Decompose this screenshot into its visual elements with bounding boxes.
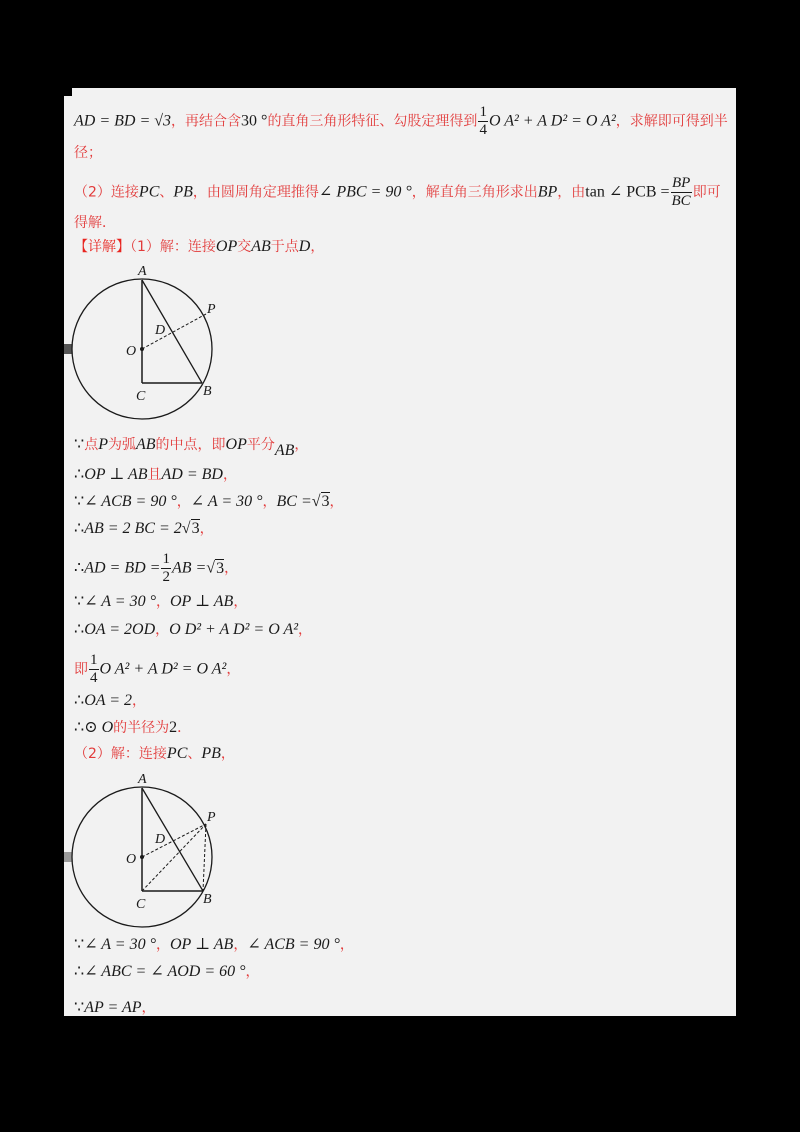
analysis-text: ，由 bbox=[557, 184, 586, 201]
step-line bbox=[74, 591, 247, 612]
segment-ab bbox=[142, 788, 203, 891]
label-o: O bbox=[126, 852, 137, 867]
detail-text: 的中点，即 bbox=[155, 437, 226, 453]
punctuation: ， bbox=[141, 1000, 156, 1016]
math-expression: 3 bbox=[321, 493, 330, 510]
math-expression: 3 bbox=[191, 520, 200, 537]
section-heading: 【详解】 bbox=[74, 239, 130, 255]
math-expression: AB bbox=[274, 442, 295, 459]
separator: 、 bbox=[159, 184, 174, 201]
segment-op-dashed bbox=[142, 824, 206, 857]
sqrt-symbol: √ bbox=[206, 559, 216, 577]
punctuation: ， bbox=[226, 661, 241, 678]
sqrt-symbol: √ bbox=[181, 520, 191, 537]
analysis-text: 径； bbox=[74, 145, 102, 161]
punctuation: ， bbox=[176, 494, 191, 510]
math-expression: ∠ A = 30 ° bbox=[190, 493, 263, 510]
therefore-symbol: ∴ bbox=[74, 621, 85, 638]
label-b: B bbox=[203, 892, 212, 907]
label-p: P bbox=[207, 810, 216, 825]
step-line bbox=[74, 518, 214, 539]
math-expression: ∠ A = 30 ° bbox=[84, 936, 156, 953]
math-expression: O A² + A D² = O A² bbox=[99, 660, 227, 678]
math-expression: AD = BD = √3 bbox=[74, 112, 172, 130]
therefore-symbol: ∴ bbox=[74, 963, 85, 980]
step-line bbox=[74, 551, 238, 586]
punctuation: ， bbox=[262, 494, 277, 510]
math-expression: 3 bbox=[216, 559, 225, 577]
detail-text: （2）解：连接 bbox=[74, 746, 167, 762]
detail-text: 的半径为 bbox=[113, 720, 170, 736]
math-expression: OP bbox=[215, 238, 238, 255]
punctuation: ， bbox=[329, 494, 344, 510]
punctuation: ， bbox=[222, 467, 237, 483]
therefore-symbol: ∴ bbox=[74, 559, 85, 577]
label-c: C bbox=[136, 897, 146, 912]
math-expression: AB bbox=[251, 238, 271, 255]
punctuation: ， bbox=[220, 746, 235, 762]
geometry-figure-1 bbox=[66, 260, 256, 430]
math-expression: PB bbox=[201, 745, 221, 762]
math-expression: 2 bbox=[169, 719, 178, 736]
analysis-text: 的直角三角形特征、勾股定理得到 bbox=[267, 113, 478, 130]
math-expression: PC bbox=[166, 745, 188, 762]
detail-text: 于点 bbox=[270, 239, 299, 255]
math-expression: AD = BD bbox=[161, 466, 223, 483]
math-expression: AD = BD = bbox=[84, 559, 161, 577]
math-expression: D bbox=[298, 238, 311, 255]
analysis-text: （2）连接 bbox=[74, 184, 139, 201]
step-line bbox=[74, 690, 146, 711]
because-symbol: ∵ bbox=[74, 593, 85, 610]
math-expression: OP ⊥ AB bbox=[169, 593, 234, 610]
label-c: C bbox=[136, 389, 146, 404]
punctuation: ， bbox=[233, 937, 248, 953]
analysis-line-1 bbox=[74, 104, 728, 139]
detail-text: 平分 bbox=[246, 437, 275, 453]
label-d: D bbox=[155, 832, 166, 847]
segment-pb-dashed bbox=[203, 824, 206, 891]
math-expression: ∠ ACB = 90 ° bbox=[84, 493, 177, 510]
step-line bbox=[74, 934, 354, 955]
fraction: $\frac{1}{2}$ bbox=[162, 551, 170, 585]
therefore-symbol: ∴ bbox=[74, 466, 85, 483]
center-point bbox=[140, 347, 144, 351]
step-line bbox=[74, 434, 309, 459]
step-line bbox=[74, 464, 237, 485]
math-expression: OA = 2OD bbox=[84, 621, 156, 638]
punctuation: ， bbox=[132, 693, 147, 709]
detail-text: 为弧 bbox=[107, 437, 136, 453]
step-line bbox=[74, 652, 240, 687]
math-expression: PB bbox=[173, 183, 193, 201]
math-expression: PC bbox=[138, 183, 160, 201]
separator: 、 bbox=[187, 746, 202, 762]
math-expression: OP bbox=[225, 436, 247, 453]
math-expression: ∠ A = 30 ° bbox=[84, 593, 156, 610]
punctuation: ， bbox=[233, 594, 248, 610]
detail-text: 交 bbox=[237, 239, 252, 255]
label-o: O bbox=[126, 344, 137, 359]
punctuation: ， bbox=[155, 622, 170, 638]
detail-text: 即 bbox=[74, 661, 88, 678]
analysis-text: ，求解即可得到半 bbox=[615, 113, 728, 130]
page-corner-notch bbox=[64, 88, 72, 96]
segment-op-dashed bbox=[142, 314, 206, 349]
math-expression: OA = 2 bbox=[84, 692, 133, 709]
math-expression: BP bbox=[537, 183, 558, 201]
math-expression: ∠ ABC = ∠ AOD = 60 ° bbox=[84, 963, 246, 980]
math-expression: AB bbox=[135, 436, 156, 453]
math-expression: AB = bbox=[171, 559, 207, 577]
detail-text: 且 bbox=[147, 467, 162, 483]
analysis-text: ，再结合含 bbox=[171, 113, 242, 130]
math-expression: 30 ° bbox=[241, 112, 268, 130]
therefore-symbol: ∴ bbox=[74, 692, 85, 709]
analysis-text: 即可 bbox=[692, 184, 721, 201]
label-a: A bbox=[138, 264, 147, 279]
label-p: P bbox=[207, 302, 216, 317]
detail-heading-line bbox=[74, 236, 324, 257]
math-expression: ∠ PBC = 90 ° bbox=[318, 183, 412, 201]
detail-text: 点 bbox=[84, 437, 99, 453]
punctuation: ， bbox=[294, 437, 309, 453]
math-expression: ⊙ O bbox=[84, 719, 114, 736]
detail-text: （1）解：连接 bbox=[130, 239, 216, 255]
step-line bbox=[74, 997, 156, 1018]
math-expression: AP = AP bbox=[84, 999, 142, 1016]
analysis-line-2 bbox=[74, 142, 102, 163]
punctuation: ， bbox=[155, 594, 170, 610]
because-symbol: ∵ bbox=[74, 436, 85, 453]
math-expression: O D² + A D² = O A² bbox=[169, 621, 299, 638]
fraction: $\frac{BP}{BC}$ bbox=[671, 175, 691, 209]
geometry-figure-2 bbox=[66, 766, 256, 936]
center-point bbox=[140, 855, 144, 859]
because-symbol: ∵ bbox=[74, 493, 85, 510]
step-line bbox=[74, 717, 191, 738]
punctuation: ， bbox=[310, 239, 325, 255]
fraction: $\frac{1}{4}$ bbox=[90, 652, 98, 686]
punctuation: ， bbox=[224, 560, 239, 577]
math-expression: OP ⊥ AB bbox=[84, 466, 148, 483]
math-expression: BC = bbox=[276, 493, 312, 510]
analysis-part2-line2 bbox=[74, 212, 116, 233]
part2-intro-line bbox=[74, 743, 235, 764]
math-expression: O A² + A D² = O A² bbox=[488, 112, 616, 130]
punctuation: ， bbox=[298, 622, 313, 638]
label-a: A bbox=[138, 772, 147, 787]
fraction: $\frac{1}{4}$ bbox=[479, 104, 487, 138]
step-line bbox=[74, 961, 260, 982]
label-d: D bbox=[155, 323, 166, 338]
math-expression: P bbox=[98, 436, 108, 453]
punctuation: ． bbox=[177, 720, 192, 736]
label-b: B bbox=[203, 384, 212, 399]
analysis-text: 得解． bbox=[74, 215, 116, 231]
math-expression: AB = 2 BC = 2 bbox=[84, 520, 182, 537]
step-line bbox=[74, 619, 312, 640]
because-symbol: ∵ bbox=[74, 999, 85, 1016]
punctuation: ， bbox=[245, 964, 260, 980]
therefore-symbol: ∴ bbox=[74, 719, 85, 736]
because-symbol: ∵ bbox=[74, 936, 85, 953]
punctuation: ， bbox=[199, 521, 214, 537]
analysis-text: ，由圆周角定理推得 bbox=[192, 184, 319, 201]
analysis-text: ，解直角三角形求出 bbox=[411, 184, 538, 201]
therefore-symbol: ∴ bbox=[74, 520, 85, 537]
math-expression: OP ⊥ AB bbox=[169, 936, 234, 953]
math-expression: ∠ ACB = 90 ° bbox=[247, 936, 340, 953]
punctuation: ， bbox=[155, 937, 170, 953]
analysis-part2 bbox=[74, 175, 721, 210]
step-line bbox=[74, 491, 344, 512]
sqrt-symbol: √ bbox=[311, 493, 321, 510]
math-expression: tan ∠ PCB = bbox=[585, 183, 670, 201]
punctuation: ， bbox=[339, 937, 354, 953]
segment-ab bbox=[142, 280, 202, 383]
